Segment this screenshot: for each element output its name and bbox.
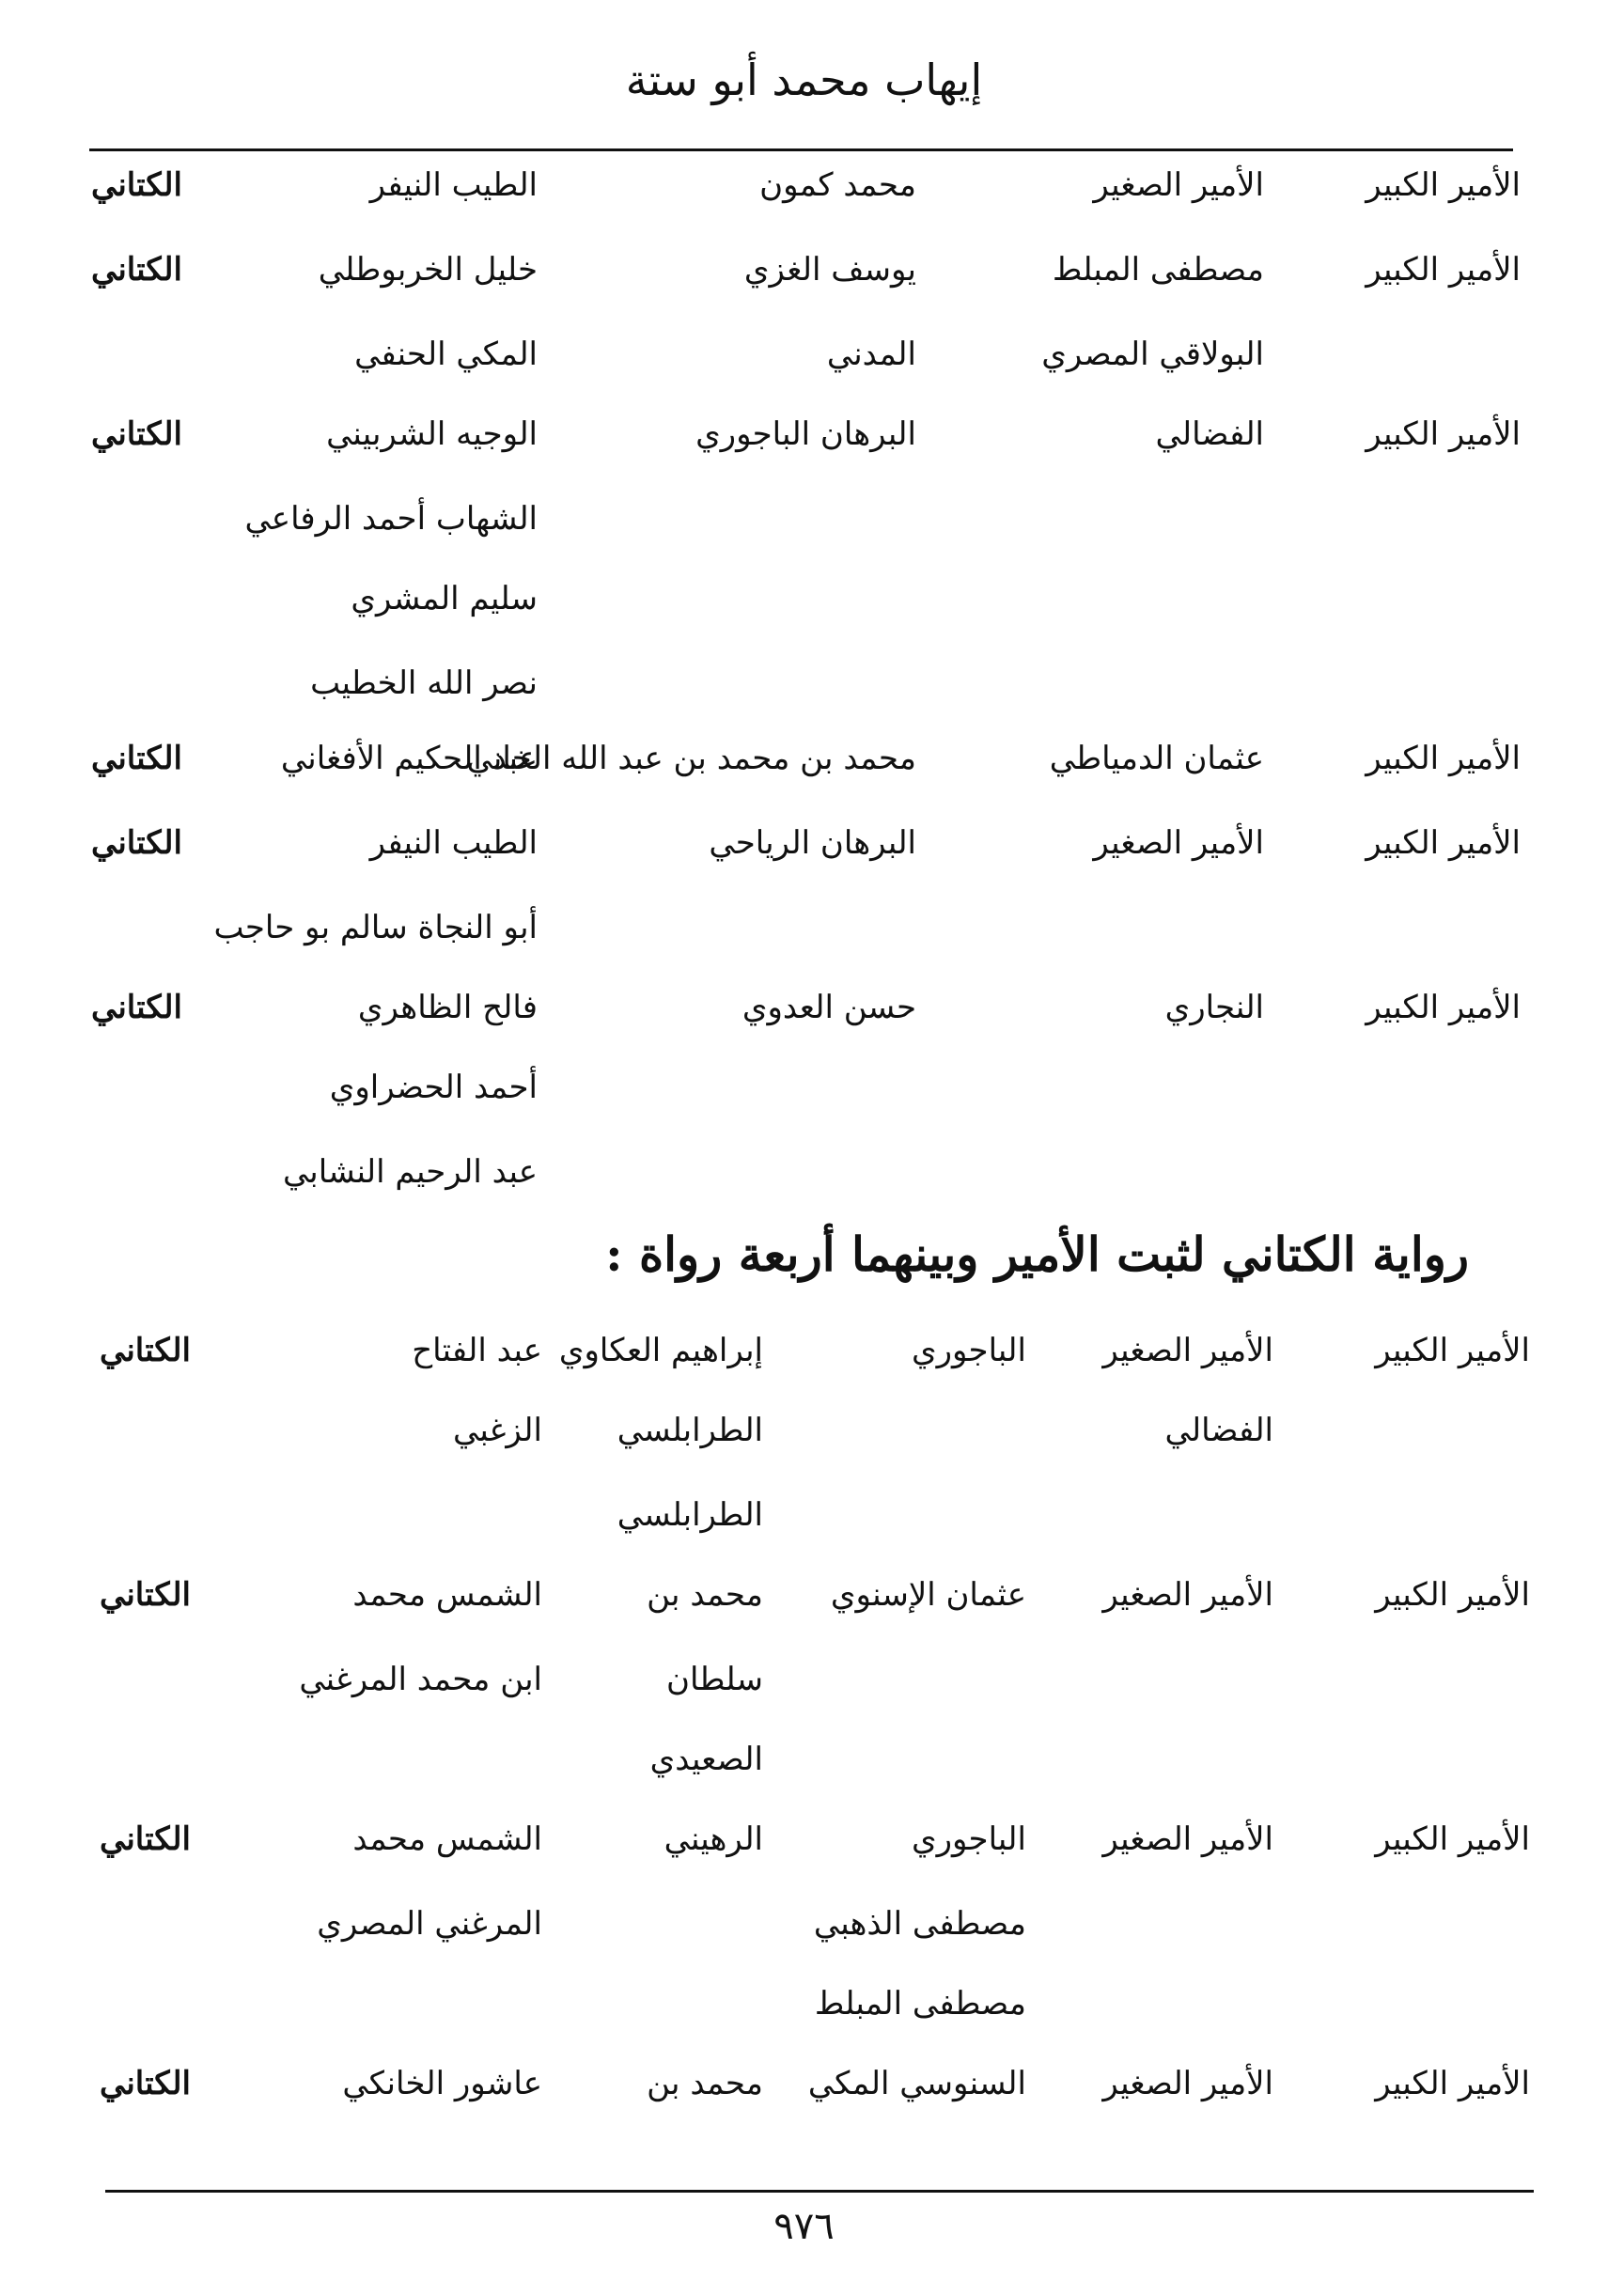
page-number: ٩٧٦ — [773, 2205, 835, 2248]
table1-r10-c3: فالح الظاهري — [357, 989, 538, 1026]
table2-r8-c2: مصطفى المبلط — [814, 1985, 1026, 2023]
table1-r1-c2: يوسف الغزي — [743, 251, 916, 289]
table2-r9-c1: الأمير الصغير — [1102, 2065, 1273, 2102]
table1-r7-c3: عبد الحكيم الأفغاني — [280, 740, 538, 777]
table1-r1-c1: مصطفى المبلط — [1052, 251, 1264, 289]
table2-r6-c3: الرهيني — [663, 1820, 763, 1858]
table2-r3-c5: الكتاني — [99, 1576, 191, 1614]
running-header-title: إيهاب محمد أبو ستة — [625, 55, 983, 105]
table1-r1-c0: الأمير الكبير — [1366, 251, 1521, 289]
table2-r1-c1: الفضالي — [1164, 1412, 1273, 1449]
table2-r7-c2: مصطفى الذهبي — [813, 1905, 1026, 1943]
table1-r7-c0: الأمير الكبير — [1366, 740, 1521, 777]
table1-r0-c1: الأمير الصغير — [1093, 166, 1264, 204]
table1-r3-c2: البرهان الباجوري — [695, 415, 916, 453]
table2-r0-c5: الكتاني — [99, 1332, 191, 1369]
table2-r3-c4: الشمس محمد — [352, 1576, 542, 1614]
table1-r3-c3: الوجيه الشربيني — [326, 415, 538, 453]
table2-r4-c3: سلطان — [666, 1661, 763, 1698]
table1-r3-c0: الأمير الكبير — [1366, 415, 1521, 453]
table2-r6-c4: الشمس محمد — [352, 1820, 542, 1858]
table1-r1-c3: خليل الخربوطلي — [318, 251, 538, 289]
table2-r9-c4: عاشور الخانكي — [342, 2065, 542, 2102]
table2-r0-c1: الأمير الصغير — [1102, 1332, 1273, 1369]
table1-r5-c3: سليم المشري — [351, 580, 538, 617]
table1-r0-c2: محمد كمون — [759, 166, 916, 204]
table2-r0-c3: إبراهيم العكاوي — [558, 1332, 763, 1369]
footer-rule — [105, 2190, 1534, 2193]
table2-r7-c4: المرغني المصري — [317, 1905, 542, 1943]
section-heading: رواية الكتاني لثبت الأمير وبينهما أربعة رواة : — [605, 1226, 1469, 1282]
table2-r5-c3: الصعيدي — [649, 1741, 763, 1778]
table1-r7-c2: محمد بن محمد بن عبد الله الخاني — [466, 740, 916, 777]
table1-r11-c3: أحمد الحضراوي — [329, 1069, 538, 1106]
table1-r1-c4: الكتاني — [90, 251, 182, 289]
table2-r3-c1: الأمير الصغير — [1102, 1576, 1273, 1614]
table1-r10-c4: الكتاني — [90, 989, 182, 1026]
table2-r9-c0: الأمير الكبير — [1375, 2065, 1530, 2102]
table2-r6-c0: الأمير الكبير — [1375, 1820, 1530, 1858]
table1-r8-c1: الأمير الصغير — [1093, 824, 1264, 862]
table1-r0-c0: الأمير الكبير — [1366, 166, 1521, 204]
table1-r8-c2: البرهان الرياحي — [709, 824, 916, 862]
table2-r1-c3: الطرابلسي — [617, 1412, 763, 1449]
table2-r9-c5: الكتاني — [99, 2065, 191, 2102]
table1-r2-c2: المدني — [826, 336, 916, 373]
table2-r3-c0: الأمير الكبير — [1375, 1576, 1530, 1614]
table1-r10-c0: الأمير الكبير — [1366, 989, 1521, 1026]
table2-r0-c4: عبد الفتاح — [412, 1332, 542, 1369]
table1-r6-c3: نصر الله الخطيب — [310, 664, 538, 702]
table2-r3-c2: عثمان الإسنوي — [830, 1576, 1026, 1614]
table1-r0-c3: الطيب النيفر — [369, 166, 538, 204]
table1-r7-c4: الكتاني — [90, 740, 182, 777]
table1-r4-c3: الشهاب أحمد الرفاعي — [244, 500, 538, 538]
table1-r8-c0: الأمير الكبير — [1366, 824, 1521, 862]
table1-r0-c4: الكتاني — [90, 166, 182, 204]
table1-r8-c4: الكتاني — [90, 824, 182, 862]
table1-r9-c3: أبو النجاة سالم بو حاجب — [213, 909, 538, 946]
table1-r2-c1: البولاقي المصري — [1041, 336, 1264, 373]
table1-r12-c3: عبد الرحيم النشابي — [282, 1153, 538, 1191]
table2-r2-c3: الطرابلسي — [617, 1496, 763, 1534]
table2-r6-c2: الباجوري — [911, 1820, 1026, 1858]
table2-r9-c3: محمد بن — [647, 2065, 763, 2102]
table1-r3-c4: الكتاني — [90, 415, 182, 453]
table2-r3-c3: محمد بن — [647, 1576, 763, 1614]
table2-r1-c4: الزغبي — [453, 1412, 542, 1449]
table1-r7-c1: عثمان الدمياطي — [1049, 740, 1264, 777]
table1-r10-c2: حسن العدوي — [742, 989, 916, 1026]
table2-r9-c2: السنوسي المكي — [807, 2065, 1026, 2102]
table1-r10-c1: النجاري — [1164, 989, 1264, 1026]
table2-r6-c5: الكتاني — [99, 1820, 191, 1858]
table2-r6-c1: الأمير الصغير — [1102, 1820, 1273, 1858]
table2-r4-c4: ابن محمد المرغني — [299, 1661, 542, 1698]
table2-r0-c2: الباجوري — [911, 1332, 1026, 1369]
table2-r0-c0: الأمير الكبير — [1375, 1332, 1530, 1369]
table1-r8-c3: الطيب النيفر — [369, 824, 538, 862]
table1-r2-c3: المكي الحنفي — [354, 336, 538, 373]
table1-r3-c1: الفضالي — [1155, 415, 1264, 453]
